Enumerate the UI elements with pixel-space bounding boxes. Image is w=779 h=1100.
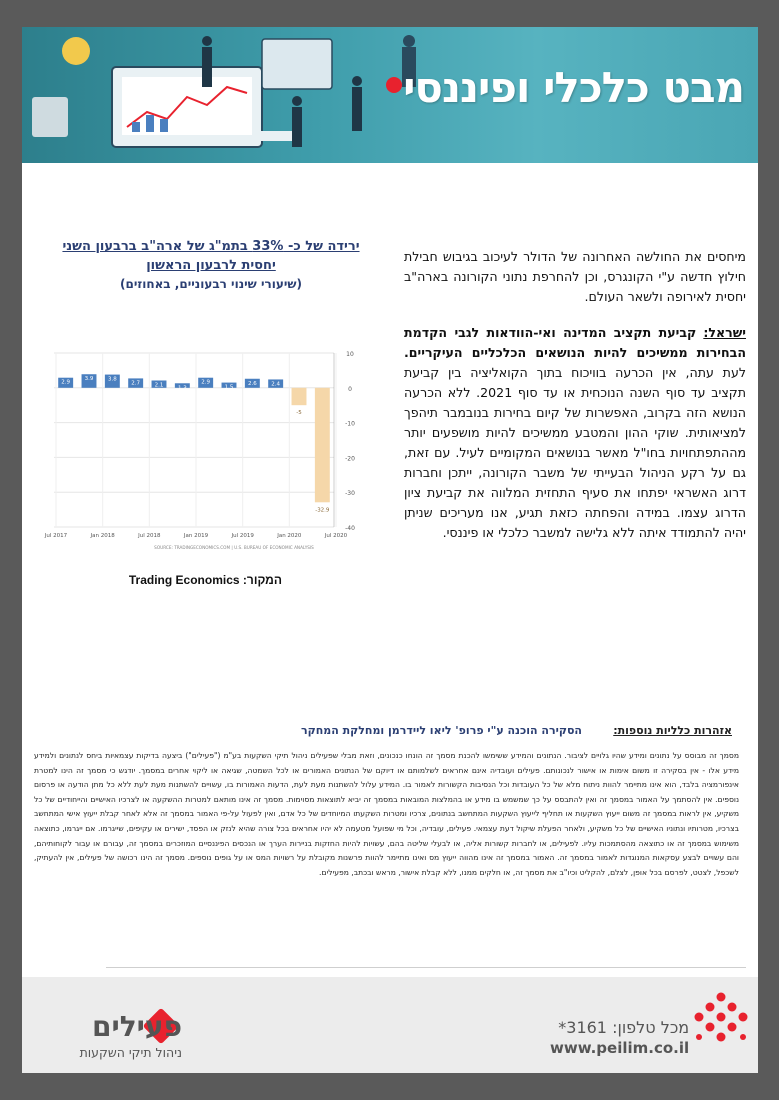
x-tick-label: Jan 2018 [90,533,115,539]
x-tick-label: Jan 2020 [277,533,302,539]
bar-value-label: 2.9 [201,379,211,386]
chart-source-note: SOURCE: TRADINGECONOMICS.COM | U.S. BUREAU OF ECONOMIC ANALYSIS [154,545,314,550]
header-banner [22,27,758,163]
article-column [404,247,746,559]
israel-label: ישראל: [703,325,746,340]
bar [315,388,330,502]
x-tick-label: Jul 2019 [231,533,254,539]
bar-value-label: 2.6 [247,380,257,387]
y-tick-label: -20 [345,455,355,463]
bar-value-label: 2.7 [131,380,141,387]
israel-body: לעת עתה, אין הכרעה בוויכוח בתוך הקואליציה בין קביעת תקציב עד סוף השנה הנוכחית או עד סוף 2021. ללא הכרעה הנושא הזה בקרוב, האפשרות של קיום בחירות בנובמבר תיהפך למציאותית. שוקי ההון והמטבע ממשיכים להיות מושפעים יותר מההתפתחויות בחו"ל מאשר בנושאים המקומיים לעיל. עם זאת, גם על רקע הניהול הבעייתי של משבר הקורונה, ייתכן וחברות דרוג האשראי יפתחו את סעיף התחזית המלווה את קביעת ציון הדרוג עצמו. במידה והפחתה כזאת תגיע, אנו מעריכים שניתן יהיה להתמודד איתה ללא גלישה למשבר כלכלי או פיננסי. [404,365,746,540]
brand-logo [52,1010,182,1060]
bar-value-label: 1.3 [177,385,187,392]
bar-value-label: 3.9 [84,376,94,383]
brand-tagline: ניהול תיקי השקעות [79,1045,182,1060]
bar [292,388,307,405]
dots-logo-icon [686,989,756,1059]
bar-value-label: 2.9 [61,379,71,386]
y-tick-label: -30 [345,490,355,498]
bar-value-label: -32.9 [315,507,330,514]
chart-heading-line3: (שיעורי שינוי רבעוניים, באחוזים) [120,277,302,291]
chart-heading-line1: ירידה של כ- 33% בתמ"ג של ארה"ב ברבעון השני [62,239,360,254]
x-tick-label: Jul 2020 [324,533,348,539]
y-tick-label: 10 [346,351,354,358]
gdp-chart-svg [42,319,372,550]
bar-value-label: 1.5 [224,384,234,391]
y-tick-label: -40 [345,525,355,532]
contact-block [550,1017,689,1059]
chart-heading [52,237,370,294]
chart-heading-line2: יחסית לרבעון הראשון [146,258,276,273]
disclaimer-body: מסמך זה מבוסס על נתונים ומידע שהיו גלויים לציבור. הנתונים והמידע ששימשו להכנת מסמך זה הונחו כנכונים, וזאת מבלי שפעילים ניהול תיקי השקעות בע"מ ("פעילים") ביצעה בדיקות עצמאיות ביחס לנתונים ולמידע מידע אלו - אין בסקירה זו משום אימות או אישור לנכונותם. פעילים ועובדיה אינם אחראים לשלמותם או דיוקם של הנתונים האמורים או לכל השמטה, שגיאה או ליקוי אחרים במסמך. יודגש כי מסמך זה הינו למטרת אינפורמציה בלבד, הוא אינו מתיימר להוות ניתוח מלא של כל העובדות וכל הנסיבות הקשורות לאמור בו. המידע עלול להשתנות מעת לעת, הדעות האמורות בו, עשויים להשתנות מעת לעת ללא כל מתן הודעה או פרסום נוספים. אין להסתמך על האמור במסמך זה ואין להתבסס על כך שמשמש בו מידע או בהמלצות המובאות במסמך זה יביא לתוצאות מסוימות. מסמך זה אינו מותאם למטרות ההשקעה או לצרכיו האישיים והייחודיים של כל משקיע, אין לראות במסמך זה משום ייעוץ השקעות או תחליף לייעוץ השקעות המתחשב בנתונים, צרכיו ומטרות השקעתו המיוחדים של כל אדם, ואין לפעול על-פי האמור במסמך זה אלא לאחר קבלת ייעוץ אישי המתחשב בצרכיו, מטרותיו ונתוניו האישיים של כל משקיע, ולאחר הפעלת שיקול דעת עצמאי. פעילים, עובדיה, וכל מי שפועל מטעמה לא יהיו אחראים בכל צורה שהיא לנזק או הפסד, ישירים או עקיפים, שייגרמו. אם ייגרמו, כתוצאה משימוש במסמך זה או כתוצאה מהסתמכות עליו. לפעילים, או לחברות קשורות אליה, או לבעלי שליטה בהם, עשויות להיות החזקות בניירות הערך או הנכסים הפיננסיים המוזכרים במסמך זה, עבורם או עבור לקוחותיהם, והם עשויים לבצע עסקאות המנוגדות לאמור במסמך זה. האמור במסמך זה אינו מהווה ייעוץ מס ואינו מתיימר להוות פרשנות מקובלת על רשויות המס או על גופים נוספים. מסמך זה הינו רכושה של פעילים, אין להעתיק, לשכפל, לצטט, לפרסם בכל אופן, לצלם, להקליט וכיו"ב את מסמך זה, או חלקים ממנו, ללא קבלת אישור, מראש ובכתב, מפעילים. [34,751,739,877]
prepared-by: הסקירה הוכנה ע"י פרופ' ליאו ליידרמן ומחלקת המחקר [301,724,582,737]
footer-divider [106,967,746,968]
banner-title: מבט כלכלי ופיננסי [403,63,744,112]
gdp-chart [42,319,372,550]
bar-value-label: 3.8 [107,376,117,383]
disclaimer-heading: אזהרות כלליות נוספות: [613,724,732,737]
phone-number: מכל טלפון: 3161* [558,1018,690,1037]
bar-value-label: 2.4 [271,381,281,388]
source-label: המקור: [242,573,282,587]
website-link[interactable]: www.peilim.co.il [550,1039,690,1057]
x-tick-label: Jan 2019 [183,533,209,539]
article-paragraph-2 [404,323,746,543]
x-tick-label: Jul 2018 [138,533,161,539]
bar-value-label: 2.1 [154,382,164,389]
document-page [22,27,758,1073]
source-credit [122,573,282,587]
israel-lead: קביעת תקציב המדינה ואי-הוודאות לגבי הקדמת הבחירות ממשיכים להיות הנושאים הכלכליים העיקריים. [404,325,746,360]
y-tick-label: 0 [348,385,352,393]
y-tick-label: -10 [345,420,355,428]
brand-name: פעילים [92,1010,182,1043]
x-tick-label: Jul 2017 [44,533,68,539]
bar-value-label: -5 [296,410,302,417]
article-paragraph-1: מיחסים את החולשה האחרונה של הדולר לעיכוב בגיבוש חבילת חילוץ חדשה ע"י הקונגרס, וכן להחרפת נתוני הקורונה בארה"ב יחסית לאירופה ולשאר העולם. [404,249,746,304]
source-value: Trading Economics [128,573,240,587]
